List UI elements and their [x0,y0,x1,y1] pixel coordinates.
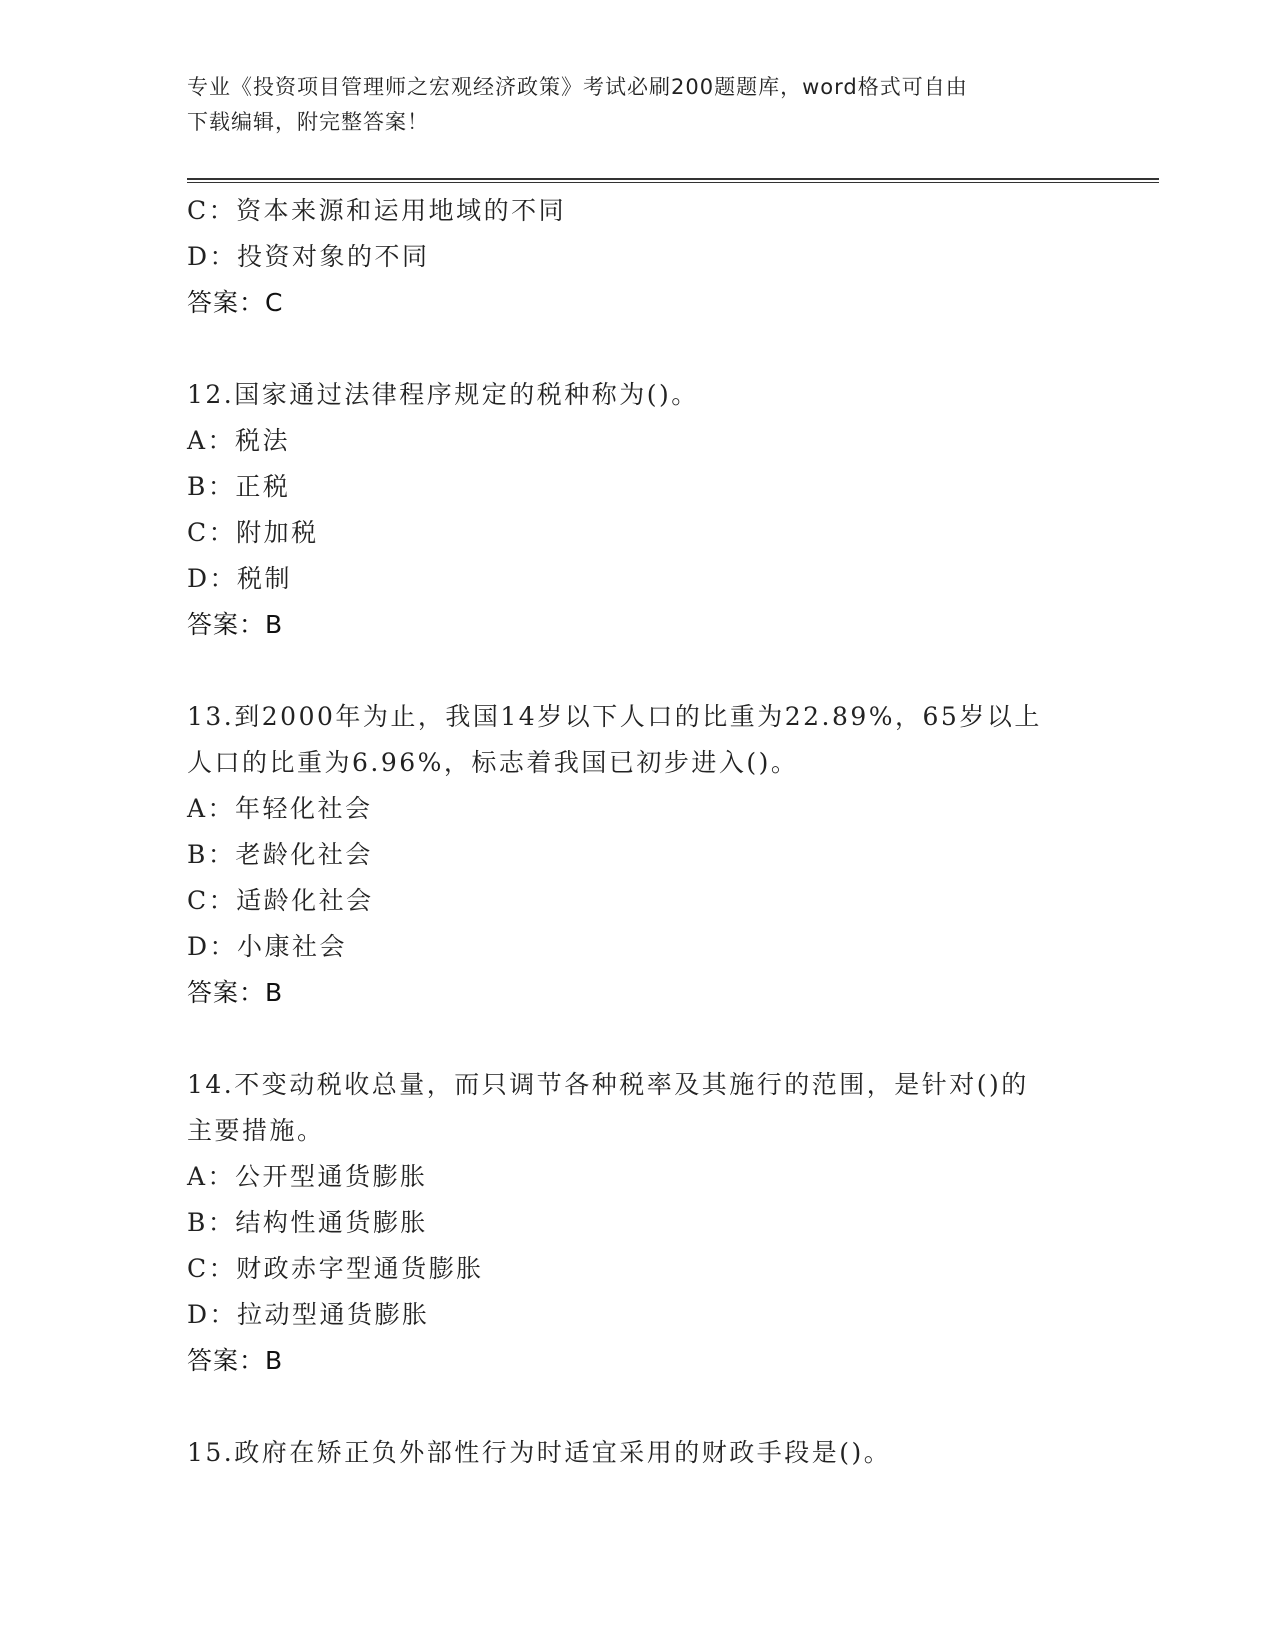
option-a: A：税法 [187,426,291,455]
option-c: C：附加税 [187,518,319,547]
question-stem-continued: 人口的比重为6.96%，标志着我国已初步进入()。 [187,748,799,777]
option-d: D：拉动型通货膨胀 [187,1300,430,1329]
answer-line: 答案：B [187,1346,284,1375]
option-d: D：投资对象的不同 [187,242,430,271]
option-b: B：老龄化社会 [187,840,373,869]
question-list [187,188,1087,1476]
header-divider [187,178,1159,183]
answer-line: 答案：C [187,288,284,317]
option-a: A：年轻化社会 [187,794,373,823]
option-d: D：税制 [187,564,293,593]
header-line-2: 下载编辑，附完整答案！ [187,110,429,134]
option-a: A：公开型通货膨胀 [187,1162,428,1191]
question-11-tail [187,188,1087,326]
option-c: C：资本来源和运用地域的不同 [187,196,567,225]
question-13 [187,694,1087,1016]
option-b: B：结构性通货膨胀 [187,1208,428,1237]
question-14 [187,1062,1087,1384]
option-c: C：财政赤字型通货膨胀 [187,1254,484,1283]
question-stem-continued: 主要措施。 [187,1116,325,1145]
question-12 [187,372,1087,648]
document-header [187,70,1067,140]
answer-line: 答案：B [187,978,284,1007]
option-d: D：小康社会 [187,932,348,961]
answer-line: 答案：B [187,610,284,639]
question-stem: 12.国家通过法律程序规定的税种称为()。 [187,380,699,409]
option-b: B：正税 [187,472,291,501]
question-stem: 15.政府在矫正负外部性行为时适宜采用的财政手段是()。 [187,1438,892,1467]
question-stem: 14.不变动税收总量，而只调节各种税率及其施行的范围，是针对()的 [187,1070,1029,1099]
header-line-1: 专业《投资项目管理师之宏观经济政策》考试必刷200题题库，word格式可自由 [187,75,968,99]
question-stem: 13.到2000年为止，我国14岁以下人口的比重为22.89%，65岁以上 [187,702,1042,731]
question-15 [187,1430,1087,1476]
option-c: C：适龄化社会 [187,886,374,915]
